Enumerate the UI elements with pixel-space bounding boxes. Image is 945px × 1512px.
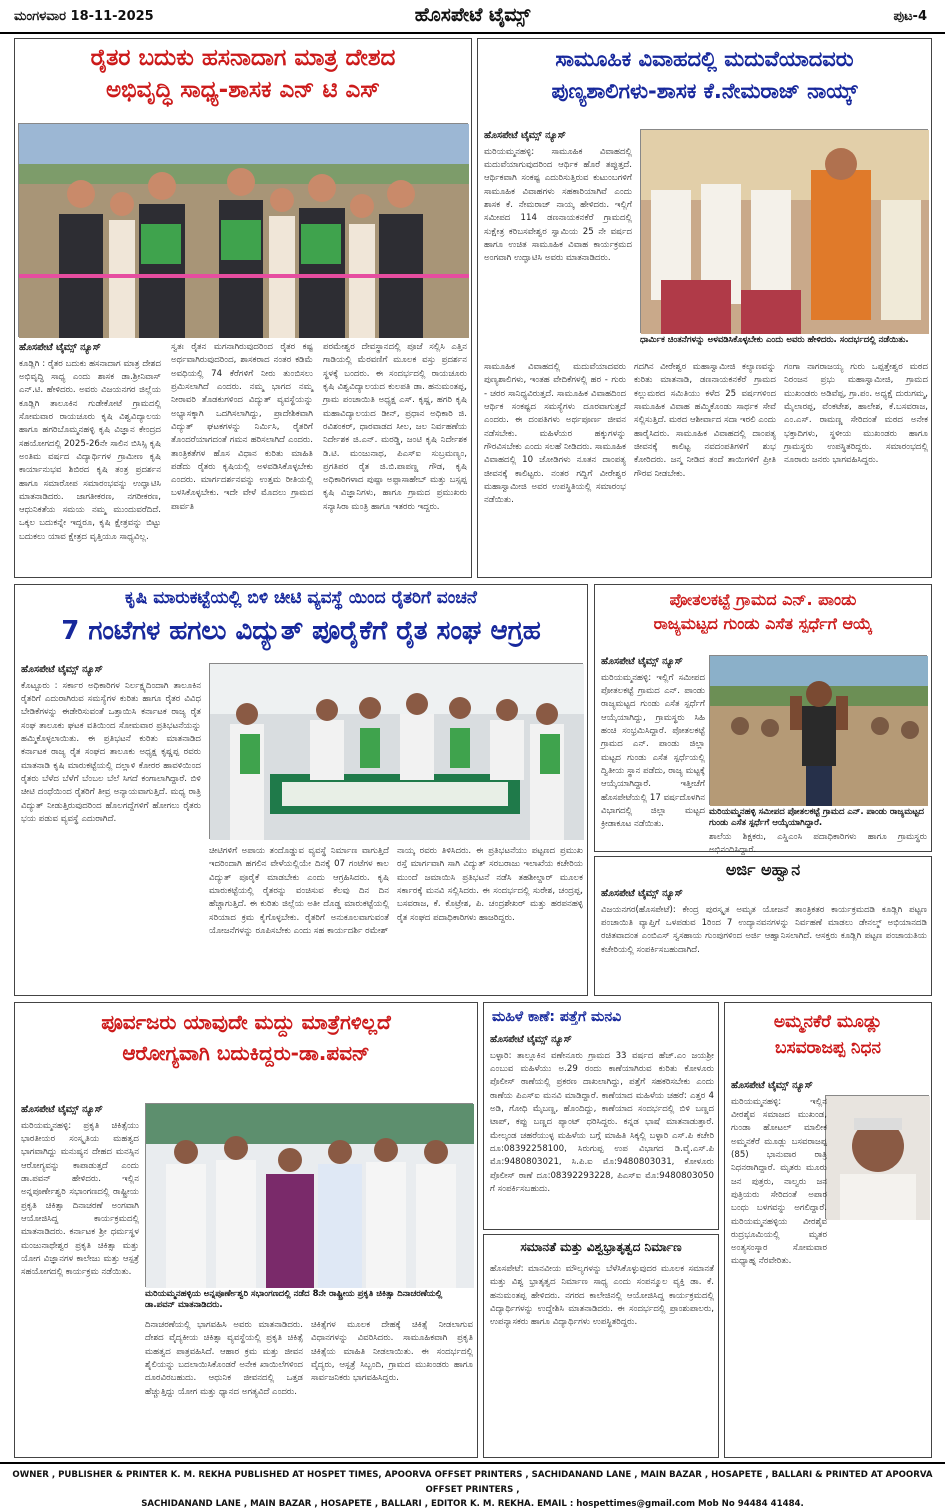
story-text: ಕೊಟ್ಟೂರು : ಸರ್ಕಾರ ಅಧಿಕಾರಿಗಳ ನಿರ್ಲಕ್ಷ್ಯದಿಂದಾಗಿ ತಾಲೂಕಿನ ರೈತರಿಗೆ ಎದುರಾಗಿರುವ ಸಮಸ್ಯೆಗಳ ಕುರಿತು ಹಾಗೂ ರೈತರ ವಿವಿಧ ಬೇಡಿಕೆಗಳನ್ನು ಈಡೇರಿಸುವಂತೆ ಒತ್ತಾಯಿಸಿ ಕರ್ನಾಟಕ ರಾಜ್ಯ ರೈತ ಸಂಘ ತಾಲೂಕು ಘಟಕ ವತಿಯಿಂದ ಸೋಮವಾರ ಪ್ರತಿಭಟನೆಯನ್ನು ಹಮ್ಮಿಕೊಳ್ಳಲಾಯಿತು. ಈ ಪ್ರತಿಭಟನೆ ಕುರಿತು ಮಾತನಾಡಿದ ಕರ್ನಾಟಕ ರಾಜ್ಯ ರೈತ ಸಂಘದ ತಾಲೂಕು ಅಧ್ಯಕ್ಷ ಕೃಷ್ಣಪ್ಪ ರವರು ಮಾತನಾಡಿ ಕೃಷಿ ಮಾರುಕಟ್ಟೆಯಲ್ಲಿ ದಲ್ಲಾಳಿ ಕೋರರ ಹಾವಳಿಯಿಂದ ರೈತರು ಬೆಳೆದ ಬೆಳೆಗೆ ಬೆಂಬಲ ಬೆಲೆ ಸಿಗದೆ ಕಂಗಾಲಾಗಿದ್ದಾರೆ. ಬಿಳಿ ಚೀಟಿ ದಂಧೆಯಿಂದ ರೈತರಿಗೆ ತೀವ್ರ ಅನ್ಯಾಯವಾಗುತ್ತಿದೆ. ಮಧ್ಯ ರಾತ್ರಿ ವಿದ್ಯುತ್ ನೀಡುತ್ತಿರುವುದರಿಂದ ಹೊಲಗದ್ದೆಗಳಿಗೆ ಹೋಗಲು ರೈತರು ಭಯ ಪಡುವ ವ್ಯವಸ್ಥೆ ಎದುರಾಗಿದೆ. [21, 680, 201, 824]
missing-headline: ಮಹಿಳೆ ಕಾಣೆ: ಪತ್ತೆಗೆ ಮನವಿ [492, 1009, 622, 1025]
story-text: ಪರಮೇಶ್ವರ ದೇವಸ್ಥಾನದಲ್ಲಿ ಪೂಜೆ ಸಲ್ಲಿಸಿ ಎತ್ತಿನ ಗಾಡಿಯಲ್ಲಿ ಮೆರವಣಿಗೆ ಮೂಲಕ ವಸ್ತು ಪ್ರದರ್ಶನ ಸ್ಥಳಕ್ಕೆ ಬಂದರು. ಈ ಸಂದರ್ಭದಲ್ಲಿ ರಾಯಚೂರು ಕೃಷಿ ವಿಶ್ವವಿದ್ಯಾಲಯದ ಕುಲಪತಿ ಡಾ. ಹನುಮಂತಪ್ಪ, ಗ್ರಾಮ ಪಂಚಾಯಿತಿ ಅಧ್ಯಕ್ಷ ಎಸ್. ಕೃಷ್ಣ, ಹಗರಿ ಕೃಷಿ ಮಹಾವಿದ್ಯಾಲಯದ ಡೀನ್, ಪ್ರಧಾನ ಅಧಿಕಾರಿ ಜಿ. ರವಿಶಂಕರ್, ಧಾರವಾಡದ ಸೀಲ, ಜಲ ನಿರ್ವಹಣೆಯ ನಿರ್ದೇಶಕ ಜಿ.ಎನ್. ಮರಡ್ಡಿ, ಜಂಟಿ ಕೃಷಿ ನಿರ್ದೇಶಕ ಡಿ.ಟಿ. ಮಂಜುನಾಥ, ಪಿಎಸ್ಐ ಸುಬ್ರಮಣ್ಯಂ, ಪ್ರಗತಿಪರ ರೈತ ಜಿ.ಬಿ.ಪಾಪಣ್ಣ ಗೌಡ, ಕೃಷಿ ಅಧಿಕಾರಿಗಳಾದ ಪುಷ್ಪಾ ಅಪ್ಪಾಸಾಹೇಬ್ ಮತ್ತು ಬಸ್ಸಪ್ಪ ಕೃಷಿ ವಿಜ್ಞಾನಿಗಳು, ಹಾಗೂ ಗ್ರಾಮದ ಪ್ರಮುಖರು ಸನ್ಯಾಸಿರಾ ಮಂತ್ರಿ ಹಾಗೂ ಇತರರು ಇದ್ದರು. [323, 342, 467, 512]
wedding-caption: ಧಾರ್ಮಿಕ ಚಿಂತನೆಗಳನ್ನು ಅಳವಡಿಸಿಕೊಳ್ಳಬೇಕು ಎಂದು ಅವರು ಹೇಳಿದರು. ಸಂದರ್ಭದಲ್ಲಿ ನಡೆಯಿತು. [640, 335, 909, 345]
imprint-line-1: OWNER , PUBLISHER & PRINTER K. M. REKHA PUBLISHED AT HOSPET TIMES, APOORVA OFFSET PRINTERS , SACHIDANAND LANE , MAIN BAZAR , HOSAPETE , BALLARI & PRINTED AT APOORVA OFFSET PRINTERS , [12, 1470, 933, 1495]
imprint-line-2: SACHIDANAND LANE , MAIN BAZAR , HOSAPETE , BALLARI , EDITOR K. M. REKHA. EMAIL : hospettimes@gmail.com Mob No 94484 41484. [141, 1499, 804, 1510]
naturopathy-caption: ಮರಿಯಮ್ಮನಹಳ್ಳಿಯ ಅನ್ನಪೂರ್ಣೇಶ್ವರಿ ಸಭಾಂಗಣದಲ್ಲಿ ನಡೆದ 8ನೇ ರಾಷ್ಟ್ರೀಯ ಪ್ರಕೃತಿ ಚಿಕಿತ್ಸಾ ದಿನಾಚರಣೆಯಲ್ಲಿ ಡಾ.ಪವನ್ ಮಾತನಾಡಿದರು. [145, 1289, 443, 1311]
story-mass-wedding [477, 38, 932, 578]
equality-headline: ಸಮಾನತೆ ಮತ್ತು ವಿಶ್ವಭ್ರಾತೃತ್ವದ ನಿರ್ಮಾಣ [520, 1240, 682, 1254]
story-text: ಮರಿಯಮ್ಮನಹಳ್ಳಿ: ಪ್ರಕೃತಿ ಚಿಕಿತ್ಸೆಯು ಭಾರತೀಯರ ಸಂಸ್ಕೃತಿಯ ಮಹತ್ವದ ಭಾಗವಾಗಿದ್ದು ಮನುಷ್ಯನ ದೇಹದ ಮನಸ್ಸಿನ ಆರೋಗ್ಯವನ್ನು ಕಾಪಾಡುತ್ತದೆ ಎಂದು ಡಾ.ಪವನ್ ಹೇಳಿದರು. ಇಲ್ಲಿನ ಅನ್ನಪೂರ್ಣೇಶ್ವರಿ ಸಭಾಂಗಣದಲ್ಲಿ ರಾಷ್ಟ್ರೀಯ ಪ್ರಕೃತಿ ಚಿಕಿತ್ಸಾ ದಿನಾಚರಣೆ ಅಂಗವಾಗಿ ಆಯೋಜಿಸಿದ್ದ ಕಾರ್ಯಕ್ರಮದಲ್ಲಿ ಮಾತನಾಡಿದರು. ಕರ್ನಾಟಕ ಶ್ರೀ ಧರ್ಮಸ್ಥಳ ಮಂಜುನಾಥೇಶ್ವರ ಪ್ರಕೃತಿ ಚಿಕಿತ್ಸಾ ಮತ್ತು ಯೋಗ ವಿಜ್ಞಾನಗಳ ಕಾಲೇಜು ಮತ್ತು ಆಸ್ಪತ್ರೆ ಸಹಯೋಗದಲ್ಲಿ ಕಾರ್ಯಕ್ರಮ ನಡೆಯಿತು. [21, 1120, 139, 1278]
missing-body [490, 1033, 714, 1227]
story-text: ಚೀಟಿಗಳಿಗೆ ಅಪಾಯ ತಂದೊಡ್ಡುವ ವ್ಯವಸ್ಥೆ ನಿರ್ಮಾಣ ವಾಗುತ್ತಿದೆ ಇದರಿಂದಾಗಿ ಹಗಲಿನ ವೇಳೆಯಲ್ಲಿಯೇ ದಿನಕ್ಕೆ 07 ಗಂಟೆಗಳ ಕಾಲ ವಿದ್ಯುತ್ ಪೂರೈಕೆ ಮಾಡಬೇಕು ಎಂದು ಆಗ್ರಹಿಸಿದರು. ಕೃಷಿ ಮಾರುಕಟ್ಟೆಯಲ್ಲಿ ರೈತರನ್ನು ವಂಚಿಸುವ ಕೆಲವು ದಿನ ದಿನ ಹೆಚ್ಚಾಗುತ್ತಿದೆ. ಈ ಕುರಿತು ಜಿಲ್ಲೆಯ ಅತೀ ದೊಡ್ಡ ಮಾರುಕಟ್ಟೆಯಲ್ಲಿ ಸರಿಯಾದ ಕ್ರಮ ಕೈಗೊಳ್ಳಬೇಕು. ರೈತರಿಗೆ ಅನುಕೂಲವಾಗುವಂತೆ ಯೋಜನೆಗಳನ್ನು ರೂಪಿಸಬೇಕು ಎಂದು ಸಹ ಕಾರ್ಯದರ್ಶಿ ರಮೇಶ್ [209, 846, 389, 936]
masthead [0, 0, 945, 34]
byline: ಹೊಸಪೇಟೆ ಟೈಮ್ಸ್ ನ್ಯೂಸ್ [731, 1080, 813, 1091]
photo-protest [209, 663, 583, 839]
story-text: ಸ್ವತಃ ರೈತನ ಮಗನಾಗಿರುವುದರಿಂದ ರೈತರ ಕಷ್ಟ ಅರ್ಥವಾಗಿರುವುದರಿಂದ, ಶಾಸಕರಾದ ನಂತರ ಕಡಿಮೆ ಅವಧಿಯಲ್ಲಿ 74 ಕೆರೆಗಳಿಗೆ ನೀರು ತುಂಬಿಸಲು ಪ್ರಮಿಸಲಾಗಿದೆ ಎಂದರು. ನಮ್ಮ ಭಾಗದ ನಮ್ಮ ನೀರಾವರಿ ತೊಡಕುಗಳಿಂದ ವಿದ್ಯುತ್ ವ್ಯವಸ್ಥೆಯನ್ನು ಅಭ್ಯಾಸಕ್ಕಾಗಿ ಒದಗಿಸಲಾಗಿದ್ದು, ಪ್ರಾದೇಶಿಕವಾಗಿ ವಿದ್ಯುತ್ ಘಟಕಗಳನ್ನು ನಿರ್ಮಿಸಿ, ರೈತರಿಗೆ ತೊಂದರೆಯಾಗದಂತೆ ಗಮನ ಹರಿಸಲಾಗಿದೆ ಎಂದರು. ತಾಂತ್ರಿಕತೆಗಳ ಹೊಸ ವಿಧಾನ ಕುರಿತು ಮಾಹಿತಿ ಪಡೆದು ರೈತರು ಕೃಷಿಯಲ್ಲಿ ಅಳವಡಿಸಿಕೊಳ್ಳಬೇಕು ಎಂದರು. ಮಾರ್ಗದರ್ಶನವನ್ನು ಉತ್ತಮ ರೀತಿಯಲ್ಲಿ ಬಳಸಿಕೊಳ್ಳಬೇಕು. ಇದೇ ವೇಳೆ ಮೊದಲು ಗ್ರಾಮದ ಪಾರ್ವತಿ [171, 342, 313, 512]
story-farmers-column-3 [323, 341, 467, 575]
story-naturopathy-headline-2: ಆರೋಗ್ಯವಾಗಿ ಬದುಕಿದ್ದರು-ಡಾ.ಪವನ್ [122, 1041, 370, 1065]
photo-wedding-ceremony [640, 129, 928, 333]
page-number: ಪುಟ-4 [893, 9, 927, 24]
story-naturopathy-column-3 [311, 1319, 473, 1455]
story-wedding-headline-1: ಸಾಮೂಹಿಕ ವಿವಾಹದಲ್ಲಿ ಮದುವೆಯಾದವರು [555, 47, 854, 71]
story-naturopathy [14, 1002, 478, 1458]
story-text: ಗದಗಿನ ವೀರೇಶ್ವರ ಮಹಾಸ್ವಾಮೀಜಿ ಕಲ್ಯಾಣವನ್ನು ಕುರಿತು ಮಾತನಾಡಿ, ಡಣನಾಯಕನಕೆರೆ ಗ್ರಾಮದ ಕಲ್ಲುಮಠದ ಸಮಿತಿಯು ಕಳೆದ 25 ವರ್ಷಗಳಿಂದ ಸಾಮೂಹಿಕ ವಿವಾಹ ಹಮ್ಮಿಕೊಂಡು ಸಾರ್ಥಕ ಸೇವೆ ಸಲ್ಲಿಸುತ್ತಿದೆ. ಮಠದ ಆಶೀರ್ವಾದ ಸದಾ ಇರಲಿ ಎಂದು ಹಾರೈಸಿದರು. ಸಾಮೂಹಿಕ ವಿವಾಹದಲ್ಲಿ ದಾಂಪತ್ಯ ಜೀವನಕ್ಕೆ ಕಾಲಿಟ್ಟ ನವದಂಪತಿಗಳಿಗೆ ಶುಭ ಕೋರಿದರು. ಜನ್ಮ ನೀಡಿದ ತಂದೆ ತಾಯಿಗಳಿಗೆ ಪ್ರೀತಿ ಗೌರವ ನೀಡಬೇಕು. [634, 362, 776, 479]
story-farmers [14, 38, 472, 578]
story-protest-column-3 [397, 845, 583, 991]
story-farmers-headline-2: ಅಭಿವೃದ್ಧಿ ಸಾಧ್ಯ-ಶಾಸಕ ಎನ್ ಟಿ ಎಸ್ [106, 77, 380, 104]
story-protest-headline-1: ಕೃಷಿ ಮಾರುಕಟ್ಟೆಯಲ್ಲಿ ಬಿಳಿ ಚೀಟಿ ವ್ಯವಸ್ಥೆ ಯಿಂದ ರೈತರಿಗೆ ವಂಚನೆ [124, 588, 477, 608]
story-protest-column-1 [21, 663, 201, 991]
story-equality [483, 1234, 719, 1458]
byline: ಹೊಸಪೇಟೆ ಟೈಮ್ಸ್ ನ್ಯೂಸ್ [21, 664, 103, 675]
newspaper-title: ಹೊಸಪೇಟೆ ಟೈಮ್ಸ್ [414, 4, 531, 26]
obituary-headline-1: ಅಮ್ಮನಕೆರೆ ಮೂಡ್ಲು [773, 1012, 883, 1032]
story-wedding-headline-2: ಪುಣ್ಯಶಾಲಿಗಳು-ಶಾಸಕ ಕೆ.ನೇಮರಾಜ್ ನಾಯ್ಕ್ [551, 79, 858, 104]
story-shot-put-headline-2: ರಾಜ್ಯಮಟ್ಟದ ಗುಂಡು ಎಸೆತ ಸ್ಪರ್ಧೆಗೆ ಆಯ್ಕೆ [653, 614, 873, 634]
byline: ಹೊಸಪೇಟೆ ಟೈಮ್ಸ್ ನ್ಯೂಸ್ [601, 888, 683, 899]
story-text: ವಿಜಯನಗರ(ಹೊಸಪೇಟೆ): ಕೇಂದ್ರ ಪುರಸ್ಕೃತ ಅಮೃತ ಯೋಜನೆ ತಾಂತ್ರಿಕತರ ಕಾರ್ಯಕ್ರಮದಡಿ ಕೂಡ್ಲಿಗಿ ಪಟ್ಟಣ ಪಂಚಾಯಿತಿ ವ್ಯಾಪ್ತಿಗೆ ಒಳಪಡುವ 1ರಿಂದ 7 ಉದ್ಯಾನವನಗಳನ್ನು ನಿರ್ವಹಣೆ ಮಾಡಲು ಡೇನಲ್ಮ್ ಅಭಿಯಾನದಡಿ ರಚಿತವಾದಂತ ಎಂಬಿಎಸ್ ಸ್ವಸಹಾಯ ಗುಂಪುಗಳಿಂದ ಅರ್ಜಿ ಆಹ್ವಾನಿಸಲಾಗಿದೆ. ಆಸಕ್ತರು ಕೂಡ್ಲಿಗಿ ಪಟ್ಟಣ ಪಂಚಾಯತಿಯ ಕಚೇರಿಯಲ್ಲಿ ಸಂಪರ್ಕಿಸಬಹುದಾಗಿದೆ. [601, 904, 927, 955]
story-wedding-column-1 [484, 361, 626, 575]
story-protest-column-2 [209, 845, 389, 991]
story-text: ಮರಿಯಮ್ಮನಹಳ್ಳಿ: ಇಲ್ಲಿಗೆ ಸಮೀಪದ ಪೋತಲಕಟ್ಟೆ ಗ್ರಾಮದ ಎನ್. ಪಾಂಡು ರಾಜ್ಯಮಟ್ಟದ ಗುಂಡು ಎಸೆತ ಸ್ಪರ್ಧೆಗೆ ಆಯ್ಕೆಯಾಗಿದ್ದು, ಗ್ರಾಮಸ್ಥರು ಸಿಹಿ ಹಂಚಿ ಸಂಭ್ರಮಿಸಿದ್ದಾರೆ. ಪೋತಲಕಟ್ಟೆ ಗ್ರಾಮದ ಎನ್. ಪಾಂಡು ಜಿಲ್ಲಾ ಮಟ್ಟದ ಗುಂಡು ಎಸೆತ ಸ್ಪರ್ಧೆಯಲ್ಲಿ ದ್ವಿತೀಯ ಸ್ಥಾನ ಪಡೆದು, ರಾಜ್ಯ ಮಟ್ಟಕ್ಕೆ ಆಯ್ಕೆಯಾಗಿದ್ದಾರೆ. ಇತ್ತೀಚೆಗೆ ಹೊಸಪೇಟೆಯಲ್ಲಿ 17 ವರ್ಷದೊಳಗಿನ ವಿಭಾಗದಲ್ಲಿ ಜಿಲ್ಲಾ ಮಟ್ಟದ ಕ್ರೀಡಾಕೂಟ ನಡೆಯಿತು. [601, 672, 705, 830]
story-shot-put [594, 584, 932, 856]
story-missing-woman [483, 1002, 719, 1230]
story-text: ಸಾಮೂಹಿಕ ವಿವಾಹದಲ್ಲಿ ಮದುವೆಯಾದವರು ಪುಣ್ಯಶಾಲಿಗಳು, ಇಂತಹ ವೇದಿಕೆಗಳಲ್ಲಿ ಹರ - ಗುರು - ಚರರ ಸಾನಿಧ್ಯವಿರುತ್ತದೆ. ಸಾಮೂಹಿಕ ವಿವಾಹದಿಂದ ಆರ್ಥಿಕ ಸಂಕಷ್ಟದ ಸಮಸ್ಯೆಗಳು ದೂರವಾಗುತ್ತದೆ ಎಂದರು. ಈ ದಂಪತಿಗಳು ಅರ್ಥಪೂರ್ಣ ಜೀವನ ನಡೆಸಬೇಕು. ಮಹಿಳೆಯರ ಹಕ್ಕುಗಳನ್ನು ಗೌರವಿಸಬೇಕು ಎಂದು ಸಲಹೆ ನೀಡಿದರು. ಸಾಮೂಹಿಕ ವಿವಾಹದಲ್ಲಿ 10 ಜೋಡಿಗಳು ನೂತನ ದಾಂಪತ್ಯ ಜೀವನಕ್ಕೆ ಕಾಲಿಟ್ಟರು. ನಂತರ ಗದ್ದಿಗೆ ವೀರೇಶ್ವರ ಮಹಾಸ್ವಾಮೀಜಿ ಅವರ ಉಪಸ್ಥಿತಿಯಲ್ಲಿ ಸಮಾರಂಭ ನಡೆಯಿತು. [484, 362, 627, 506]
story-farmers-column-2 [171, 341, 313, 575]
photo-naturopathy-event [145, 1103, 473, 1287]
byline: ಹೊಸಪೇಟೆ ಟೈಮ್ಸ್ ನ್ಯೂಸ್ [490, 1034, 572, 1045]
story-naturopathy-column-1 [21, 1103, 139, 1455]
story-text: ಹೊಸಪೇಟೆ: ಮಾನವೀಯ ಮೌಲ್ಯಗಳನ್ನು ಬೆಳೆಸಿಕೊಳ್ಳುವುದರ ಮೂಲಕ ಸಮಾನತೆ ಮತ್ತು ವಿಶ್ವ ಭ್ರಾತೃತ್ವದ ನಿರ್ಮಾಣ ಸಾಧ್ಯ ಎಂದು ಸಂಪನ್ಮೂಲ ವ್ಯಕ್ತಿ ಡಾ. ಕೆ. ಹನುಮಂತಪ್ಪ ಹೇಳಿದರು. ನಗರದ ಕಾಲೇಜಿನಲ್ಲಿ ಆಯೋಜಿಸಿದ್ದ ಕಾರ್ಯಕ್ರಮದಲ್ಲಿ ವಿದ್ಯಾರ್ಥಿಗಳನ್ನು ಉದ್ದೇಶಿಸಿ ಮಾತನಾಡಿದರು. ಈ ಸಂದರ್ಭದಲ್ಲಿ ಪ್ರಾಂಶುಪಾಲರು, ಉಪನ್ಯಾಸಕರು ಹಾಗೂ ವಿದ್ಯಾರ್ಥಿಗಳು ಉಪಸ್ಥಿತರಿದ್ದರು. [490, 1264, 714, 1328]
story-shot-put-headline-1: ಪೋತಲಕಟ್ಟೆ ಗ್ರಾಮದ ಎನ್. ಪಾಂಡು [669, 590, 857, 609]
story-obituary [724, 1002, 932, 1458]
story-text: ಚಿಕಿತ್ಸೆಗಳ ಮೂಲಕ ದೇಹಕ್ಕೆ ಚಿಕಿತ್ಸೆ ನೀಡಲಾಗುವ ವಿಧಾನಗಳನ್ನು ವಿವರಿಸಿದರು. ಸಾಮೂಹಿಕವಾಗಿ ಪ್ರಕೃತಿ ಚಿಕಿತ್ಸೆಯ ಮಾಹಿತಿ ನೀಡಲಾಯಿತು. ಈ ಸಂದರ್ಭದಲ್ಲಿ ವೈದ್ಯರು, ಆಸ್ಪತ್ರೆ ಸಿಬ್ಬಂದಿ, ಗ್ರಾಮದ ಮುಖಂಡರು ಹಾಗೂ ಸಾರ್ವಜನಿಕರು ಭಾಗವಹಿಸಿದ್ದರು. [311, 1320, 473, 1384]
story-farmers-column-1 [19, 341, 161, 575]
story-wedding-lead [484, 129, 632, 333]
photo-ribbon-cutting [18, 123, 468, 337]
story-text: ನಾಯ್ಕ ರವರು ತಿಳಿಸಿದರು. ಈ ಪ್ರತಿಭಟನೆಯು ಪಟ್ಟಣದ ಪ್ರಮುಖ ರಸ್ತೆ ಮಾರ್ಗವಾಗಿ ಸಾಗಿ ವಿದ್ಯುತ್ ಸರಬರಾಜು ಇಲಾಖೆಯ ಕಚೇರಿಯ ಮುಂದೆ ಜಮಾಯಿಸಿ ಪ್ರತಿಭಟನೆ ನಡೆಸಿ ತಹಶೀಲ್ದಾರ್ ಮೂಲಕ ಸರ್ಕಾರಕ್ಕೆ ಮನವಿ ಸಲ್ಲಿಸಿದರು. ಈ ಸಂದರ್ಭದಲ್ಲಿ ಸುರೇಶ, ಚಂದ್ರಪ್ಪ, ಬಸವರಾಜ, ಕೆ. ಕೊಟ್ರೇಶ, ಪಿ. ಚಂದ್ರಶೇಖರ್ ಮತ್ತು ಹರಪನಹಳ್ಳಿ ರೈತ ಸಂಘದ ಪದಾಧಿಕಾರಿಗಳು ಹಾಜರಿದ್ದರು. [397, 846, 583, 923]
obituary-headline-2: ಬಸವರಾಜಪ್ಪ ನಿಧನ [775, 1037, 881, 1058]
byline: ಹೊಸಪೇಟೆ ಟೈಮ್ಸ್ ನ್ಯೂಸ್ [19, 342, 101, 353]
story-shot-put-column-1 [601, 655, 705, 849]
story-text: ಕೂಡ್ಲಿಗಿ : ರೈತರ ಬದುಕು ಹಸನಾದಾಗ ಮಾತ್ರ ದೇಶದ ಅಭಿವೃದ್ಧಿ ಸಾಧ್ಯ ಎಂದು ಶಾಸಕ ಡಾ.ಶ್ರೀನಿವಾಸ್ ಎನ್.ಟಿ. ಹೇಳಿದರು. ಅವರು ವಿಜಯನಗರ ಜಿಲ್ಲೆಯ ಕೂಡ್ಲಿಗಿ ತಾಲೂಕಿನ ಗುಡೇಕೋಟೆ ಗ್ರಾಮದಲ್ಲಿ ಸೋಮವಾರ ರಾಯಚೂರು ಕೃಷಿ ವಿಶ್ವವಿದ್ಯಾಲಯ ಹಾಗೂ ಹಗರಿಬೊಮ್ಮನಹಳ್ಳಿ ಕೃಷಿ ವಿಜ್ಞಾನ ಕೇಂದ್ರದ ಸಹಯೋಗದಲ್ಲಿ 2025-26ನೇ ಸಾಲಿನ ಬಿಸಿಸ್ಸಿ ಕೃಷಿ ಅಂತಿಮ ವರ್ಷದ ವಿದ್ಯಾರ್ಥಿಗಳ ಗ್ರಾಮೀಣ ಕೃಷಿ ಕಾರ್ಯಾನುಭವ ಶಿಬಿರದ ಕೃಷಿ ತಂತ್ರ ಪ್ರದರ್ಶನ ಹಾಗೂ ಸಮಾರೋಪ ಸಮಾರಂಭವನ್ನು ಉದ್ಘಾಟಿಸಿ ಮಾತನಾಡಿದರು. ಜಾಗತೀಕರಣ, ನಗರೀಕರಣ, ಆಧುನಿಕತೆಯ ಸಮಯ ನಮ್ಮ ಮುಂದುವರೆದಿದೆ. ಒಕ್ಕಲ ಬದುಕನ್ನೇ ಇದ್ದರೂ, ಕೃಷಿ ಕ್ಷೇತ್ರವನ್ನು ಬಿಟ್ಟು ಬದುಕಲು ಯಾವ ಕ್ಷೇತ್ರದ ವೃತ್ತಿಯೂ ಸಾಧ್ಯವಿಲ್ಲ. [19, 358, 161, 542]
story-application-notice [594, 856, 932, 996]
byline: ಹೊಸಪೇಟೆ ಟೈಮ್ಸ್ ನ್ಯೂಸ್ [21, 1104, 103, 1115]
story-wedding-column-3 [784, 361, 928, 575]
story-protest-headline-2: 7 ಗಂಟೆಗಳ ಹಗಲು ವಿದ್ಯುತ್ ಪೂರೈಕೆಗೆ ರೈತ ಸಂಘ ಆಗ್ರಹ [61, 615, 541, 646]
equality-body [490, 1263, 714, 1455]
obituary-body [731, 1079, 927, 1439]
story-text: ಮರಿಯಮ್ಮನಹಳ್ಳಿ: ಇಲ್ಲಿನ ವೀರಶೈವ ಸಮಾಜದ ಮುಖಂಡ, ಗುಂಡಾ ಹೋಟಲ್ ಮಾಲೀಕ ಅಮ್ಮನಕೆರೆ ಮೂಡ್ಲು ಬಸವರಾಜಪ್ಪ (85) ಭಾನುವಾರ ರಾತ್ರಿ ನಿಧನರಾಗಿದ್ದಾರೆ. ಮೃತರು ಮೂರು ಜನ ಪುತ್ರರು, ನಾಲ್ವರು ಜನ ಪುತ್ರಿಯರು ಸೇರಿದಂತೆ ಅಪಾರ ಬಂಧು ಬಳಗವನ್ನು ಅಗಲಿದ್ದಾರೆ. ಮರಿಯಮ್ಮನಹಳ್ಳಿಯ ವೀರಶೈವ ರುದ್ರಭೂಮಿಯಲ್ಲಿ ಮೃತರ ಅಂತ್ಯಸಂಸ್ಕಾರ ಸೋಮವಾರ ಮಧ್ಯಾಹ್ನ ನೆರವೇರಿತು. [731, 1096, 827, 1267]
issue-date: ಮಂಗಳವಾರ 18-11-2025 [14, 9, 154, 24]
story-text: ಬಳ್ಳಾರಿ: ತಾಲ್ಲೂಕಿನ ವಣೇನೂರು ಗ್ರಾಮದ 33 ವರ್ಷದ ಹೆಚ್.ಎಂ ಜಯಶ್ರೀ ಎಂಬುವ ಮಹಿಳೆಯು ಅ.29 ರಂದು ಕಾಣೆಯಾಗಿರುವ ಕುರಿತು ಕೋಳೂರು ಪೊಲೀಸ್ ಠಾಣೆಯಲ್ಲಿ ಪ್ರಕರಣ ದಾಖಲಾಗಿದ್ದು, ಪತ್ತೆಗೆ ಸಹಕರಿಸಬೇಕು ಎಂದು ಠಾಣೆಯ ಪಿಎಸ್ಐ ಮನವಿ ಮಾಡಿದ್ದಾರೆ. ಕಾಣೆಯಾದ ಮಹಿಳೆಯ ಚಹರೆ: ಎತ್ತರ 4 ಅಡಿ, ಗೋಧಿ ಮೈಬಣ್ಣ, ಹೊಂದಿದ್ದು, ಕಾಣೆಯಾದ ಸಂದರ್ಭದಲ್ಲಿ ಬಿಳಿ ಬಣ್ಣದ ಟಾಪ್, ಕಪ್ಪು ಬಣ್ಣದ ಪ್ಯಾಂಟ್ ಧರಿಸಿದ್ದರು. ಕನ್ನಡ ಭಾಷೆ ಮಾತನಾಡುತ್ತಾರೆ. ಮೇಲ್ಕಂಡ ಚಹರೆಯುಳ್ಳ ಮಹಿಳೆಯ ಬಗ್ಗೆ ಮಾಹಿತಿ ಸಿಕ್ಕಲ್ಲಿ ಬಳ್ಳಾರಿ ಎಸ್.ಪಿ ಕಚೇರಿ ದೂ:08392258100, ಸಿರುಗುಪ್ಪ ಉಪ ವಿಭಾಗದ ಡಿ.ವೈ.ಎಸ್.ಪಿ ಮೊ:9480803021, ಸಿ.ಪಿ.ಐ ಮೊ:9480803031, ಕೋಳೂರು ಪೊಲೀಸ್ ಠಾಣೆ ದೂ:08392293228, ಪಿಎಸ್ಐ ಮೊ:9480803050 ಗೆ ಸಂಪರ್ಕಿಸಬಹುದು. [490, 1050, 714, 1194]
story-text: ದಿನಾಚರಣೆಯಲ್ಲಿ ಭಾಗವಹಿಸಿ ಅವರು ಮಾತನಾಡಿದರು. ದೇಶದ ವೈದ್ಯಕೀಯ ಚಿಕಿತ್ಸಾ ವ್ಯವಸ್ಥೆಯಲ್ಲಿ ಪ್ರಕೃತಿ ಚಿಕಿತ್ಸೆ ಮಹತ್ವದ ಪಾತ್ರವಹಿಸಿದೆ. ಆಹಾರ ಕ್ರಮ ಮತ್ತು ಜೀವನ ಶೈಲಿಯನ್ನು ಬದಲಾಯಿಸಿಕೊಂಡರೆ ಅನೇಕ ಖಾಯಿಲೆಗಳಿಂದ ದೂರವಿರಬಹುದು. ಆಧುನಿಕ ಜೀವನದಲ್ಲಿ ಒತ್ತಡ ಹೆಚ್ಚುತ್ತಿದ್ದು ಯೋಗ ಮತ್ತು ಧ್ಯಾನದ ಅಗತ್ಯವಿದೆ ಎಂದರು. [145, 1320, 303, 1397]
notice-body [601, 887, 927, 993]
story-text: ಮರಿಯಮ್ಮನಹಳ್ಳಿ: ಸಾಮೂಹಿಕ ವಿವಾಹದಲ್ಲಿ ಮದುವೆಯಾಗುವುದರಿಂದ ಆರ್ಥಿಕ ಹೊರೆ ತಪ್ಪುತ್ತದೆ. ಆರ್ಥಿಕವಾಗಿ ಸಂಕಷ್ಟ ಎದುರಿಸುತ್ತಿರುವ ಕುಟುಂಬಗಳಿಗೆ ಸಾಮೂಹಿಕ ವಿವಾಹಗಳು ಸಹಕಾರಿಯಾಗಿವೆ ಎಂದು ಶಾಸಕ ಕೆ. ನೇಮರಾಜ್ ನಾಯ್ಕ ಹೇಳಿದರು. ಇಲ್ಲಿಗೆ ಸಮೀಪದ 114 ಡಣನಾಯಕನಕೆರೆ ಗ್ರಾಮದಲ್ಲಿ ಸುಕ್ಷೇತ್ರ ಕರಿಬಸವೇಶ್ವರ ಸ್ವಾಮಿಯ 25 ನೇ ವರ್ಷದ ಹಾಗೂ ಉಚಿತ ಸಾಮೂಹಿಕ ವಿವಾಹ ಕಾರ್ಯಕ್ರಮದ ಅಂಗವಾಗಿ ಉದ್ಘಾಟಿಸಿ ಅವರು ಮಾತನಾಡಿದರು. [484, 146, 632, 264]
story-farmers-headline-1: ರೈತರ ಬದುಕು ಹಸನಾದಾಗ ಮಾತ್ರ ದೇಶದ [90, 45, 396, 71]
byline: ಹೊಸಪೇಟೆ ಟೈಮ್ಸ್ ನ್ಯೂಸ್ [484, 130, 566, 141]
story-shot-put-after [709, 831, 927, 856]
story-naturopathy-headline-1: ಪೂರ್ವಜರು ಯಾವುದೇ ಮದ್ದು ಮಾತ್ರೆಗಳಿಲ್ಲದೆ [101, 1010, 391, 1034]
athlete-caption: ಮರಿಯಮ್ಮನಹಳ್ಳಿ ಸಮೀಪದ ಪೋತಲಕಟ್ಟೆ ಗ್ರಾಮದ ಎನ್. ಪಾಂಡು ರಾಜ್ಯಮಟ್ಟದ ಗುಂಡು ಎಸೆತ ಸ್ಪರ್ಧೆಗೆ ಆಯ್ಕೆಯಾಗಿದ್ದಾರೆ. [709, 807, 924, 829]
notice-headline: ಅರ್ಜಿ ಅಹ್ವಾನ [725, 860, 801, 879]
story-text: ಗಂಗಾ ನಾಗರಾಜಯ್ಯ ಗುರು ಒಪ್ಪತ್ತೇಶ್ವರ ಮಠದ ನಿರಂಜನ ಪ್ರಭು ಮಹಾಸ್ವಾಮೀಜಿ, ಗ್ರಾಮದ ಮುಖಂಡರು ಅಡಿವೆಪ್ಪ, ಗ್ರಾ.ಪಂ. ಅಧ್ಯಕ್ಷೆ ದುರುಗಮ್ಮ, ಮೈಲಾರಪ್ಪ, ವೆಂಕಟೇಶ, ಹಾಲೇಶ, ಕೆ.ಬಸವರಾಜ, ಎಂ.ಎಸ್. ರಾಮಣ್ಣ ಸೇರಿದಂತೆ ಮಠದ ಅನೇಕ ಭಕ್ತಾದಿಗಳು, ಸ್ಥಳೀಯ ಮುಖಂಡರು ಹಾಗೂ ಗ್ರಾಮಸ್ಥರು ಉಪಸ್ಥಿತರಿದ್ದರು. ಸಮಾರಂಭದಲ್ಲಿ ನೂರಾರು ಜನರು ಭಾಗವಹಿಸಿದ್ದರು. [784, 362, 928, 466]
byline: ಹೊಸಪೇಟೆ ಟೈಮ್ಸ್ ನ್ಯೂಸ್ [601, 656, 683, 667]
story-naturopathy-column-2 [145, 1319, 303, 1455]
imprint-footer [0, 1462, 945, 1510]
photo-athlete [709, 655, 927, 805]
story-wedding-column-2 [634, 361, 776, 575]
story-farmers-protest [14, 584, 588, 996]
story-text: ಶಾಲೆಯ ಶಿಕ್ಷಕರು, ಎಸ್ಡಿಎಂಸಿ ಪದಾಧಿಕಾರಿಗಳು ಹಾಗೂ ಗ್ರಾಮಸ್ಥರು ಅಭಿನಂದಿಸಿದ್ದಾರೆ. [709, 832, 927, 856]
